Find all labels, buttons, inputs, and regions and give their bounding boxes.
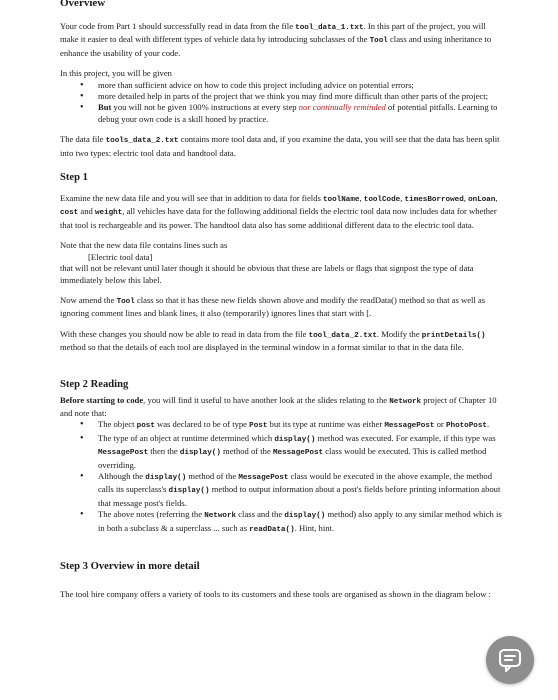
list-item: • more than sufficient advice on how to code this project including advice on potential errors; [98,80,506,91]
step2-lead: Before starting to code, you will find it useful to have another look at the slides relating to the Network project of Chapter 10 and note that: [60,394,497,418]
step3-paragraph: The tool hire company offers a variety of tools to its customers and these tools are organised as shown in the diagram below : [60,589,491,599]
step2-heading: Step 2 Reading [60,378,129,390]
chat-button[interactable] [486,636,534,684]
section-heading-overview: Overview [60,0,106,7]
note-explanation: that will not be relevant until later though it should be obvious that these are labels or flags that signpost the type of data immediately below this label. [60,263,474,285]
given-list [60,80,506,126]
step2-list [60,419,506,536]
step1-paragraph: Examine the new data file and you will see that in addition to data for fields toolName, toolCode, timesBorrowed, onLoan, cost and weight, all vehicles have data for the following additional fields the electric tool data now includes data for whether that tool is rechargeable and its power. The handtool data also has some additional different data to the electric tool data. [60,193,498,230]
list-item: • The type of an object at runtime determined which display() method was executed. For example, if this type was MessagePost then the display() method of the MessagePost class would be executed. This is called method overriding. [98,433,506,471]
document-page [60,0,506,600]
note-lead: Note that the new data file contains lines such as [60,240,228,251]
list-item: • more detailed help in parts of the project that we think you may find more difficult than other parts of the project; [98,91,506,102]
step3-heading: Step 3 Overview in more detail [60,561,200,572]
given-lead: In this project, you will be given [60,68,172,79]
intro-paragraph: Your code from Part 1 should successfully read in data from the file tool_data_1.txt. In this part of the project, you will make it easier to deal with different types of vehicle data by introducing subclasses of the Tool class and using inheritance to enhance the usability of your code. [60,21,492,58]
list-item: • The above notes (referring the Network class and the display() method) also apply to any similar method which is in both a subclass & a superclass ... such as readData(). Hint, hint. [98,509,506,536]
changes-paragraph: With these changes you should now be able to read in data from the file tool_data_2.txt. Modify the printDetails() method so that the details of each tool are displayed in the terminal window in a format similar to that in the data file. [60,328,486,353]
list-item: • But you will not be given 100% instructions at every step nor continually reminded of potential pitfalls. Learning to debug your own code is a skill honed by practice. [98,102,506,125]
list-item: • The object post was declared to be of type Post but its type at runtime was either MessagePost or PhotoPost. [98,419,506,432]
amend-paragraph: Now amend the Tool class so that it has these new fields shown above and modify the readData() method so that as well as ignoring comment lines and blank lines, it also (temporarily) ignores lines that start with [. [60,294,486,319]
chat-bubble-icon [497,647,523,673]
data-file-paragraph: The data file tools_data_2.txt contains more tool data and, if you examine the data, you will see that the data has been split into two types: electric tool data and handtool data. [60,134,500,158]
step1-heading: Step 1 [60,172,88,184]
list-item: • Although the display() method of the MessagePost class would be executed in the above example, the method calls its superclass's display() method to output information about a post's fields before printing information about that message post's fields. [98,471,506,509]
note-example-line: [Electric tool data] [88,251,153,262]
